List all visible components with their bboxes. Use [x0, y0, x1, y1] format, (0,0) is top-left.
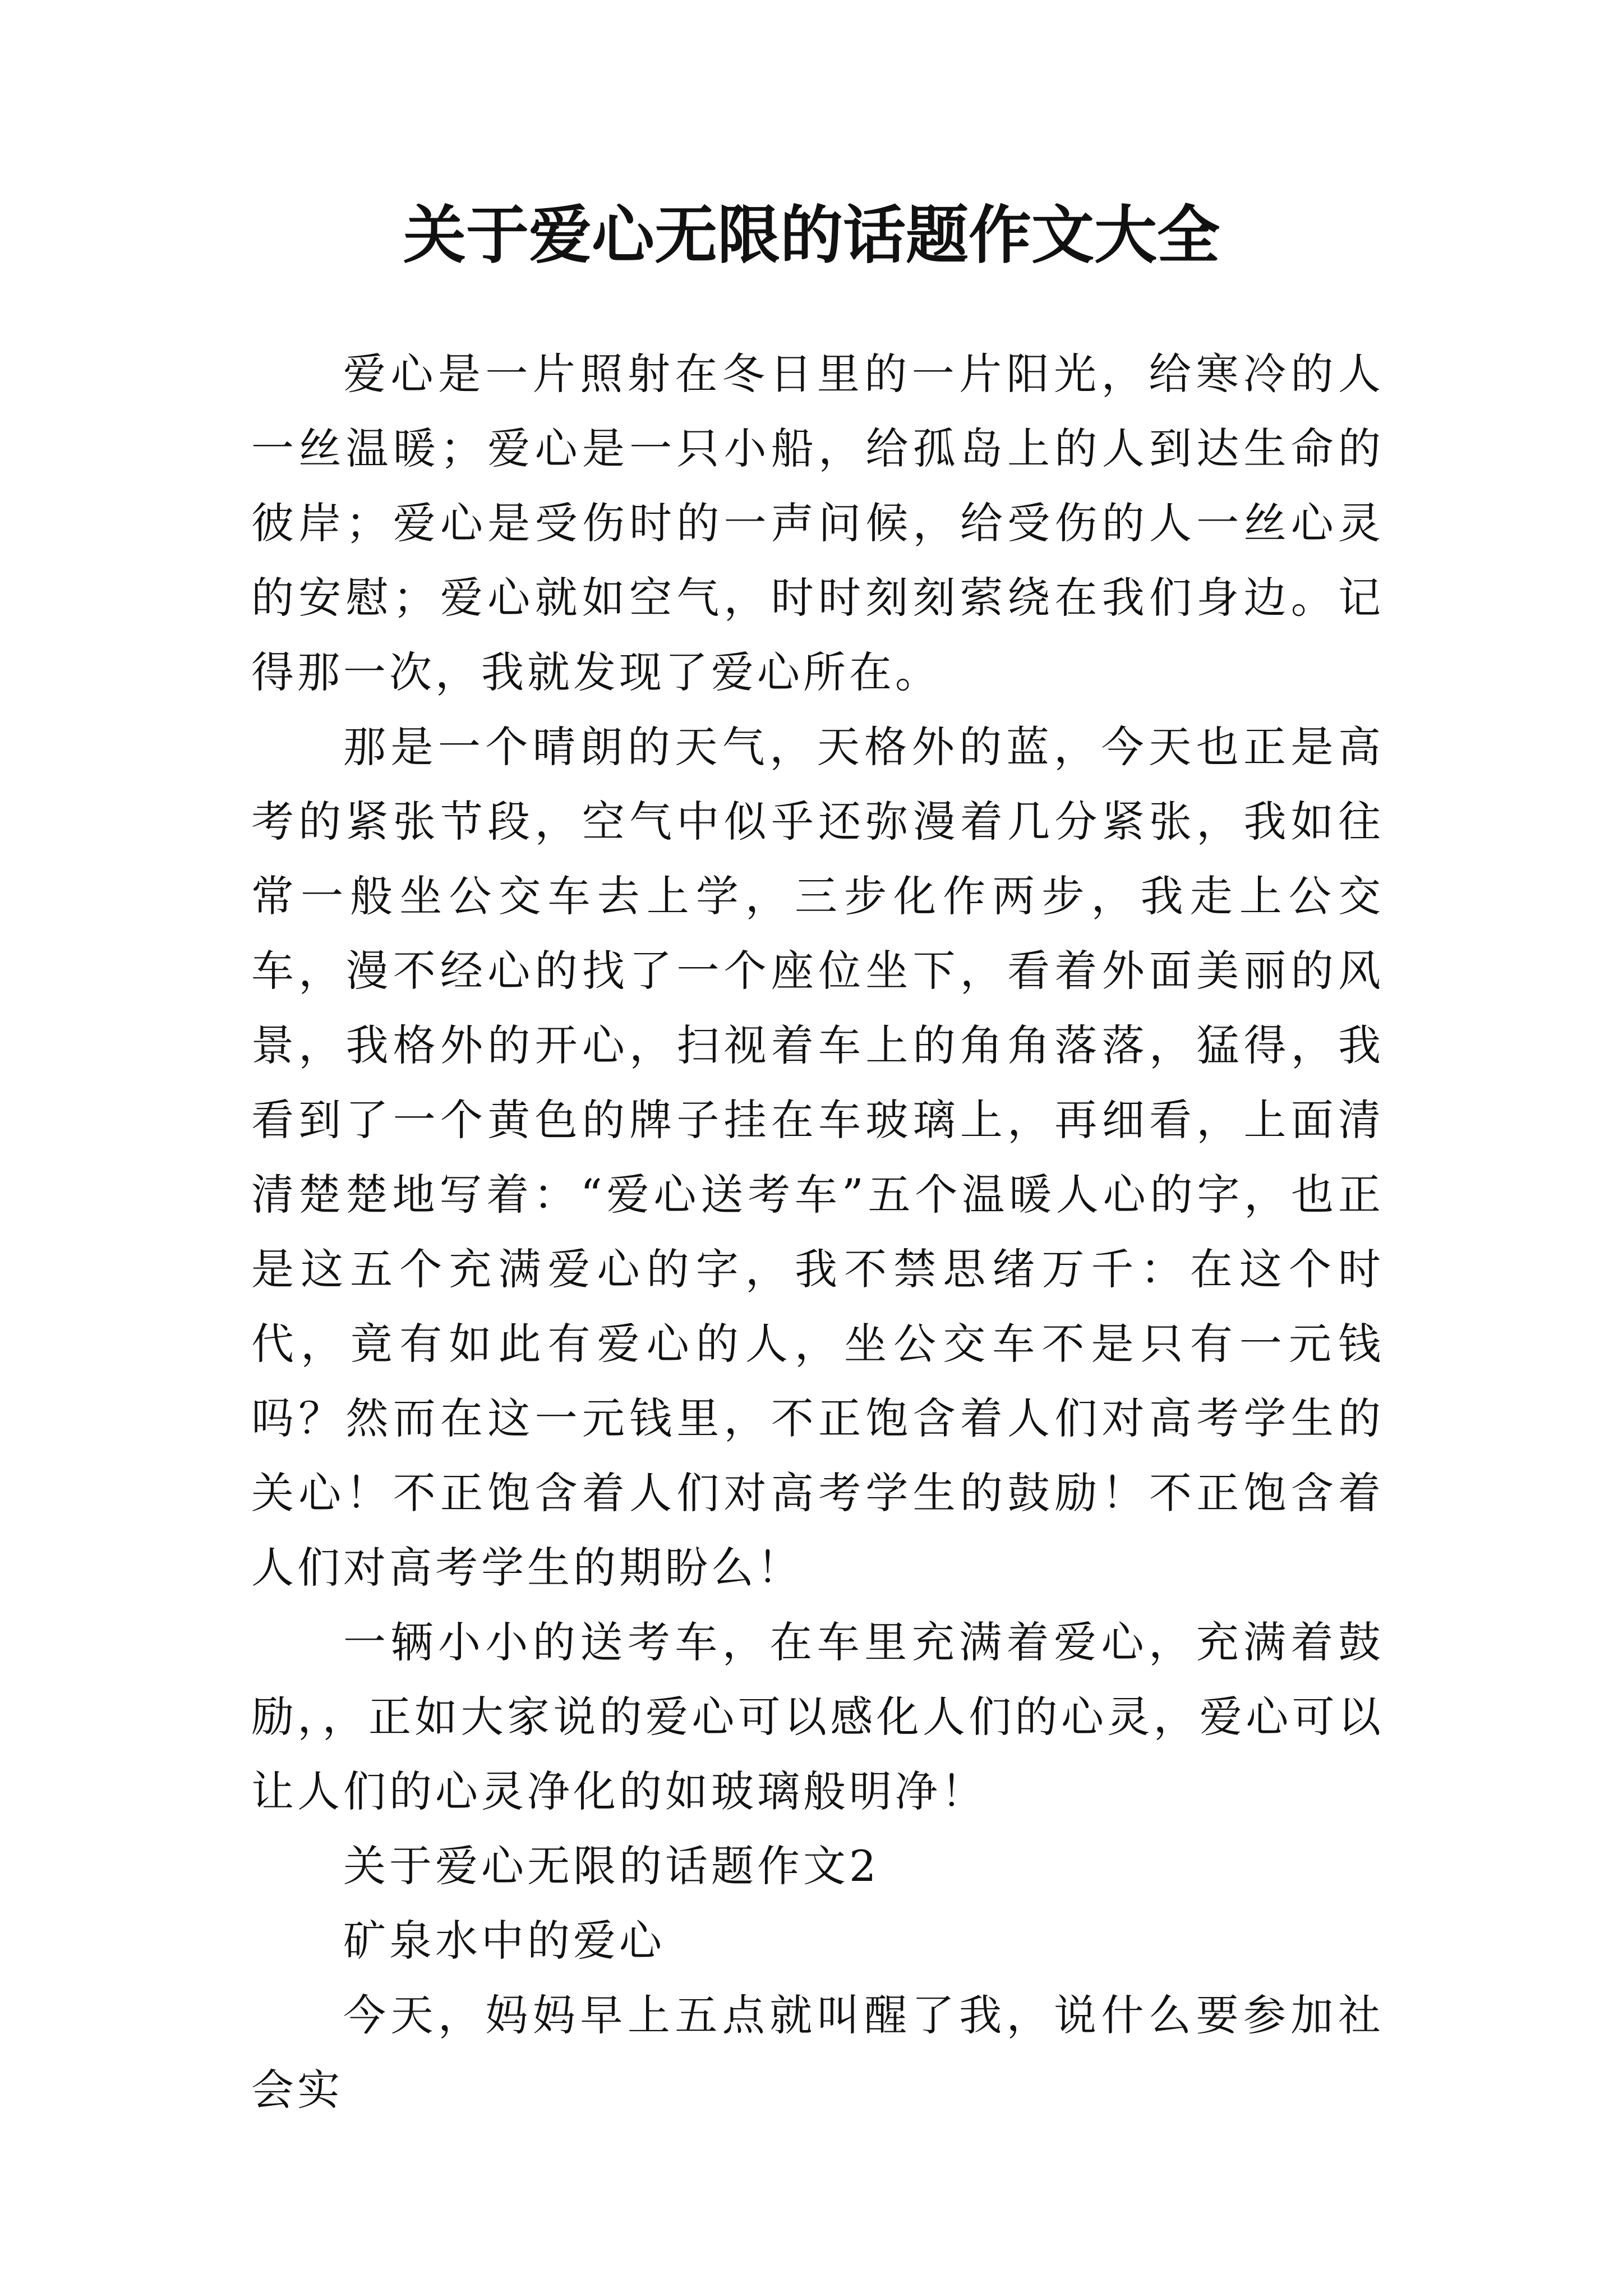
paragraph-intro: 爱心是一片照射在冬日里的一片阳光，给寒冷的人一丝温暖；爱心是一只小船，给孤岛上的人到达生命的彼岸；爱心是受伤时的一声问候，给受伤的人一丝心灵的安慰；爱心就如空气，时时刻刻萦绕在我们身边。记得那一次，我就发现了爱心所在。 — [251, 349, 1384, 697]
paragraph-bus-story: 那是一个晴朗的天气，天格外的蓝，今天也正是高考的紧张节段，空气中似乎还弥漫着几分紧张，我如往常一般坐公交车去上学，三步化作两步，我走上公交车，漫不经心的找了一个座位坐下，看着外面美丽的风景，我格外的开心，扫视着车上的角角落落，猛得，我看到了一个黄色的牌子挂在车玻璃上，再细看，上面清清楚楚地写着：“爱心送考车”五个温暖人心的字，也正是这五个充满爱心的字，我不禁思绪万千：在这个时代，竟有如此有爱心的人，坐公交车不是只有一元钱吗？然而在这一元钱里，不正饱含着人们对高考学生的关心！不正饱含着人们对高考学生的鼓励！不正饱含着人们对高考学生的期盼么！ — [251, 722, 1384, 1593]
document-body — [251, 337, 1384, 2127]
section-heading: 关于爱心无限的话题作文2 — [343, 1841, 880, 1891]
essay-subtitle: 矿泉水中的爱心 — [343, 1916, 665, 1966]
document-title: 关于爱心无限的话题作文大全 — [403, 199, 1220, 272]
paragraph-conclusion: 一辆小小的送考车，在车里充满着爱心，充满着鼓励，，正如大家说的爱心可以感化人们的心灵，爱心可以让人们的心灵净化的如玻璃般明净！ — [251, 1617, 1384, 1816]
paragraph-second-essay-start: 今天，妈妈早上五点就叫醒了我，说什么要参加社会实 — [251, 1990, 1384, 2115]
